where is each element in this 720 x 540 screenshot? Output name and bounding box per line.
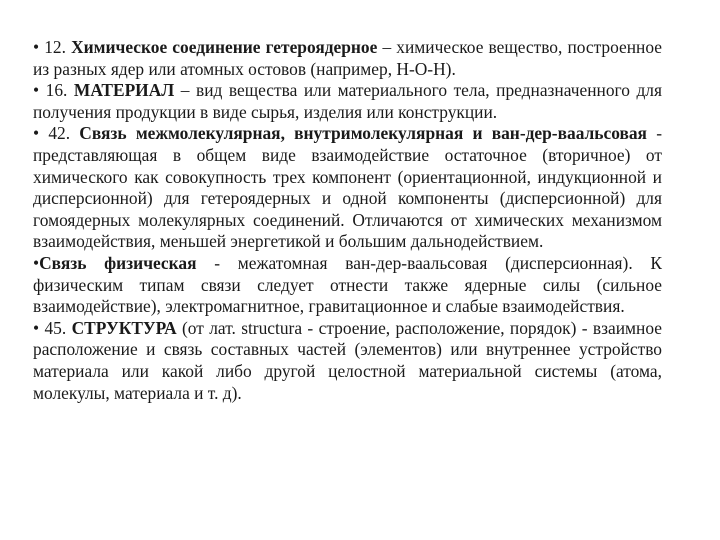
entry-term: Химическое соединение гетероядерное: [71, 37, 378, 57]
entry-bullet: • 12.: [33, 37, 66, 57]
entry-bullet: • 16.: [33, 80, 68, 101]
entry-definition: - межатомная ван-дер-ваальсовая (дисперсионная). К физическим типам связи следует отнести также ядерные силы (сильное взаимодействие), электромагнитное, гравитационное и слабые взаимодействия.: [33, 252, 663, 317]
entry-term: Связь физическая: [39, 252, 197, 273]
entry-definition: (от лат. structura - строение, расположение, порядок) - взаимное расположение и связь составных частей (элементов) или внутреннее устройство материала или какой либо другой целостной материальной системы (атома, молекулы, материала и т. д).: [33, 317, 662, 403]
entry-term: Связь межмолекулярная, внутримолекулярная и ван-дер-ваальсовая: [79, 123, 647, 144]
entry-term: МАТЕРИАЛ: [73, 80, 175, 101]
entry-intermolecular-bond: [33, 123, 662, 253]
entry-physical-bond: [33, 253, 662, 318]
entry-material: [33, 80, 662, 123]
entry-definition: – химическое вещество, построенное из разных ядер или атомных остовов (например, Н-О-Н).: [33, 37, 662, 79]
entry-definition: – вид вещества или материального тела, предназначенного для получения продукции в виде сырья, изделия или конструкции.: [33, 80, 662, 122]
entry-heteronuclear-compound: [33, 37, 662, 80]
entry-structure: [33, 318, 662, 404]
entry-bullet: •: [33, 252, 40, 273]
entry-definition: - представляющая в общем виде взаимодействие остаточное (вторичное) от химического как совокупность трех компонент (ориентационной, индукционной и дисперсионной) для гетероядерных и одной компоненты (дисперсионной) для гомоядерных молекулярных соединений. Отличаются от химических механизмом взаимодействия, меньшей энергетикой и большим дальнодействием.: [33, 123, 662, 252]
entry-bullet: • 45.: [33, 317, 67, 338]
entry-bullet: • 42.: [33, 123, 71, 144]
entry-term: СТРУКТУРА: [71, 317, 177, 338]
